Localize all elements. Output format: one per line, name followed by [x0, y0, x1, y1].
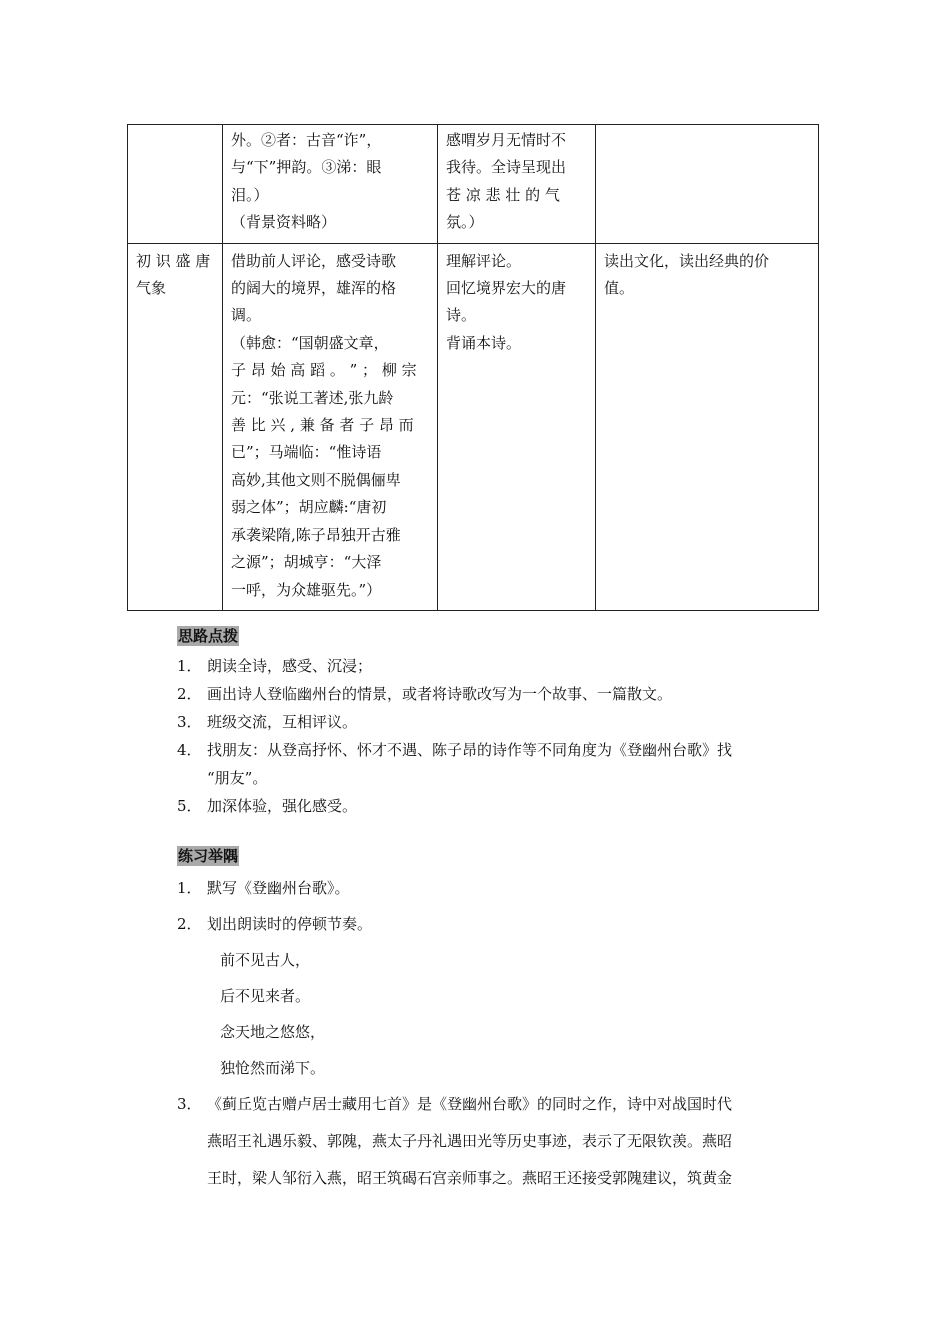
cell-text-line: 高妙,其他文则不脱偶俪卑 [231, 470, 401, 489]
item-number: 1． [177, 657, 202, 675]
item-text: 班级交流，互相评议。 [207, 713, 358, 731]
cell-text-line: 善 比 兴 , 兼 备 者 子 昂 而 [231, 416, 414, 435]
paragraph-line: 燕昭王礼遇乐毅、郭隗，燕太子丹礼遇田光等历史事迹，表示了无限钦羡。燕昭 [207, 1132, 733, 1150]
table-row [128, 125, 819, 244]
item-text-continued: “朋友”。 [207, 769, 268, 787]
cell-text-line: 理解评论。 [446, 251, 522, 270]
item-text: 划出朗读时的停顿节奏。 [207, 915, 373, 933]
cell-text-line: 诗。 [446, 306, 477, 325]
cell-text-line: 感喟岁月无情时不 [446, 131, 567, 149]
item-number: 3． [177, 713, 202, 731]
item-number: 5． [177, 797, 202, 815]
list-item [177, 878, 817, 898]
poem-line: 前不见古人， [220, 951, 311, 969]
cell-text-line: 弱之体”；胡应麟:“唐初 [231, 498, 387, 517]
cell-text-line: 背诵本诗。 [446, 333, 522, 352]
table-cell-student [438, 243, 596, 610]
cell-text-line: 泪。） [231, 185, 269, 204]
list-item [177, 914, 817, 934]
cell-text-line: 初 识 盛 唐 [136, 251, 211, 270]
item-number: 3． [177, 1095, 202, 1113]
table-cell-student [438, 125, 596, 244]
cell-text-line: 已”；马端临：“惟诗语 [231, 443, 382, 462]
list-item [177, 712, 817, 732]
item-text: 默写《登幽州台歌》。 [207, 879, 350, 897]
cell-text-line: 子 昂 始 高 蹈 。 ” ； 柳 宗 [231, 361, 417, 380]
section-heading-silu: 思路点拨 [178, 627, 239, 645]
poem-line: 独怆然而涕下。 [220, 1059, 326, 1077]
item-text: 加深体验，强化感受。 [207, 797, 358, 815]
table-cell-goal [596, 125, 819, 244]
cell-text-line: 外。②者：古音“诈”， [231, 131, 382, 149]
table-cell-teacher [223, 125, 438, 244]
cell-text-line: 我待。全诗呈现出 [446, 158, 567, 177]
item-text: 找朋友：从登高抒怀、怀才不遇、陈子昂的诗作等不同角度为《登幽州台歌》找 [207, 741, 733, 759]
cell-text-line: 气象 [136, 279, 167, 298]
cell-text-line: 元：“张说工著述,张九龄 [231, 388, 394, 407]
table-cell-stage [128, 243, 223, 610]
item-number: 2． [177, 915, 202, 933]
exercise-paragraph [177, 1086, 817, 1197]
cell-text-line: 回忆境界宏大的唐 [446, 279, 567, 298]
item-text: 朗读全诗，感受、沉浸； [207, 657, 373, 675]
cell-text-line: 读出文化，读出经典的价 [604, 251, 770, 270]
list-item [177, 796, 817, 816]
cell-text-line: （韩愈：“国朝盛文章， [231, 333, 389, 352]
item-number: 4． [177, 741, 202, 759]
paragraph-line: 《蓟丘览古赠卢居士藏用七首》是《登幽州台歌》的同时之作，诗中对战国时代 [207, 1095, 733, 1113]
table-cell-teacher [223, 243, 438, 610]
cell-text-line: 与“下”押韵。③涕：眼 [231, 158, 382, 177]
cell-text-line: 氛。） [446, 213, 484, 232]
cell-text-line: 调。 [231, 306, 262, 325]
poem-line: 念天地之悠悠， [220, 1023, 326, 1041]
paragraph-line: 王时，梁人邹衍入燕，昭王筑碣石宫亲师事之。燕昭王还接受郭隗建议，筑黄金 [207, 1169, 733, 1187]
cell-text-line: （背景资料略） [231, 213, 337, 232]
item-text: 画出诗人登临幽州台的情景，或者将诗歌改写为一个故事、一篇散文。 [207, 685, 673, 703]
cell-text-line: 的阔大的境界，雄浑的格 [231, 279, 397, 298]
item-number: 1． [177, 879, 202, 897]
list-item [177, 684, 817, 704]
table-cell-stage [128, 125, 223, 244]
section-heading-lianxi: 练习举隅 [178, 847, 239, 865]
poem-line: 后不见来者。 [220, 987, 311, 1005]
cell-text-line: 承袭梁隋,陈子昂独开古雅 [231, 525, 401, 544]
cell-text-line: 借助前人评论，感受诗歌 [231, 251, 397, 270]
cell-text-line: 值。 [604, 279, 635, 298]
item-number: 2． [177, 685, 202, 703]
list-item [177, 656, 817, 676]
table-row [128, 243, 819, 610]
cell-text-line: 之源”；胡城亨：“大泽 [231, 553, 382, 572]
table-cell-goal [596, 243, 819, 610]
cell-text-line: 苍 凉 悲 壮 的 气 [446, 185, 560, 204]
lesson-plan-table [127, 124, 819, 611]
cell-text-line: 一呼，为众雄驱先。”） [231, 580, 382, 599]
list-item [177, 740, 817, 788]
